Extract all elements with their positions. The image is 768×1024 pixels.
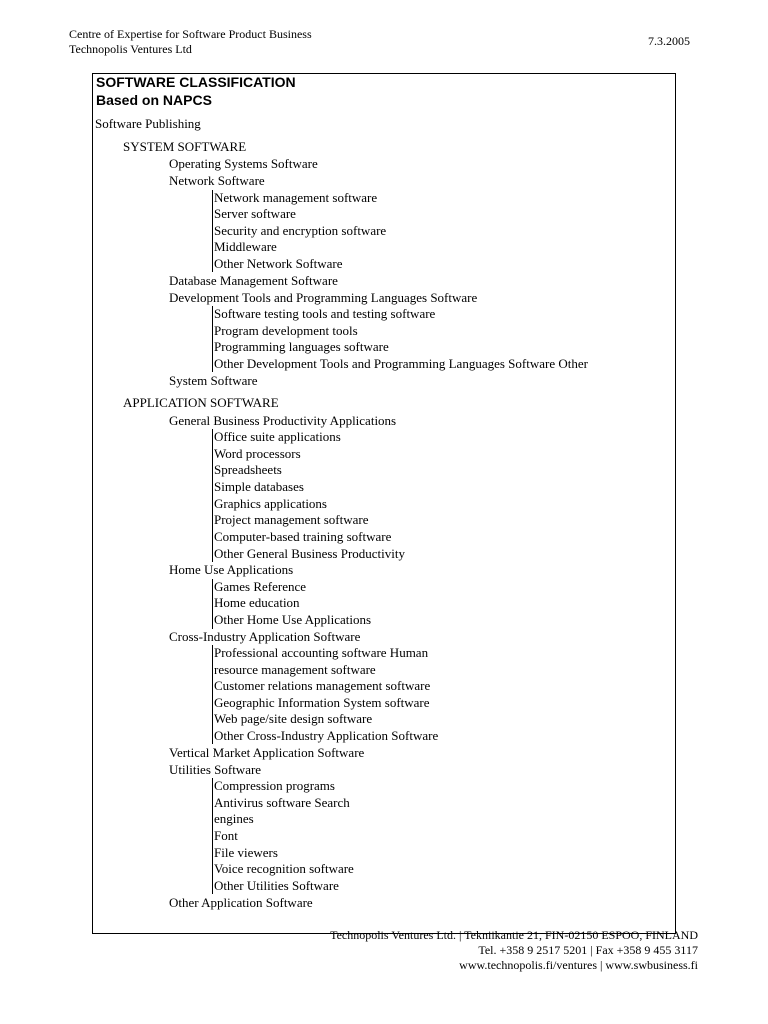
classification-item-level-3: Program development tools bbox=[214, 323, 358, 338]
classification-item-level-2: Utilities Software bbox=[169, 762, 262, 777]
header-date: 7.3.2005 bbox=[648, 34, 690, 48]
classification-item-level-1: APPLICATION SOFTWARE bbox=[123, 395, 279, 410]
classification-item-level-3: Spreadsheets bbox=[214, 462, 282, 477]
classification-item-level-2: Cross-Industry Application Software bbox=[169, 629, 361, 644]
header-org-line1: Centre of Expertise for Software Product Business bbox=[69, 27, 312, 41]
classification-item-level-2: Network Software bbox=[169, 173, 265, 188]
classification-item-level-2: Development Tools and Programming Languages Software bbox=[169, 290, 478, 305]
footer-address: Technopolis Ventures Ltd. | Tekniikantie 21, FIN-02150 ESPOO, FINLAND bbox=[330, 928, 698, 942]
classification-item-level-3: Network management software bbox=[214, 190, 378, 205]
group-bracket bbox=[212, 645, 213, 744]
page-footer bbox=[330, 928, 698, 973]
classification-item-level-3: Other Network Software bbox=[214, 256, 343, 271]
classification-item-level-3: Games Reference bbox=[214, 579, 307, 594]
page-header bbox=[69, 27, 312, 57]
classification-item-level-3: Graphics applications bbox=[214, 496, 327, 511]
classification-item-level-3: Other Home Use Applications bbox=[214, 612, 372, 627]
classification-item-level-3: Other Cross-Industry Application Software bbox=[214, 728, 439, 743]
classification-item-level-3: Project management software bbox=[214, 512, 369, 527]
header-org-line2: Technopolis Ventures Ltd bbox=[69, 42, 192, 56]
document-title: SOFTWARE CLASSIFICATION bbox=[96, 74, 296, 90]
classification-item-level-2: Operating Systems Software bbox=[169, 156, 318, 171]
classification-item-level-3: Home education bbox=[214, 595, 300, 610]
classification-item-level-3: Programming languages software bbox=[214, 339, 389, 354]
classification-item-level-3: Customer relations management software bbox=[214, 678, 431, 693]
classification-box bbox=[92, 73, 676, 934]
group-bracket bbox=[212, 579, 213, 629]
classification-item-level-3: Other Development Tools and Programming Languages Software Other bbox=[214, 356, 588, 371]
classification-item-level-1: SYSTEM SOFTWARE bbox=[123, 139, 247, 154]
classification-item-level-2: Other Application Software bbox=[169, 895, 313, 910]
classification-item-level-3: resource management software bbox=[214, 662, 376, 677]
classification-item-level-0: Software Publishing bbox=[95, 116, 201, 131]
classification-item-level-3: Security and encryption software bbox=[214, 223, 387, 238]
classification-item-level-2: System Software bbox=[169, 373, 258, 388]
classification-item-level-3: Word processors bbox=[214, 446, 301, 461]
classification-item-level-2: Database Management Software bbox=[169, 273, 338, 288]
group-bracket bbox=[212, 306, 213, 372]
classification-item-level-3: Font bbox=[214, 828, 238, 843]
group-bracket bbox=[212, 778, 213, 894]
classification-item-level-3: Software testing tools and testing software bbox=[214, 306, 436, 321]
classification-item-level-3: Simple databases bbox=[214, 479, 304, 494]
classification-item-level-3: File viewers bbox=[214, 845, 278, 860]
classification-item-level-3: Web page/site design software bbox=[214, 711, 373, 726]
classification-item-level-3: Server software bbox=[214, 206, 296, 221]
classification-item-level-3: Compression programs bbox=[214, 778, 335, 793]
classification-item-level-3: engines bbox=[214, 811, 254, 826]
footer-web: www.technopolis.fi/ventures | www.swbusiness.fi bbox=[459, 958, 698, 972]
classification-item-level-3: Middleware bbox=[214, 239, 277, 254]
classification-item-level-3: Computer-based training software bbox=[214, 529, 392, 544]
classification-item-level-2: Home Use Applications bbox=[169, 562, 294, 577]
classification-item-level-2: Vertical Market Application Software bbox=[169, 745, 365, 760]
classification-item-level-3: Antivirus software Search bbox=[214, 795, 350, 810]
classification-item-level-3: Office suite applications bbox=[214, 429, 341, 444]
classification-item-level-3: Voice recognition software bbox=[214, 861, 354, 876]
classification-item-level-3: Other Utilities Software bbox=[214, 878, 339, 893]
classification-item-level-3: Other General Business Productivity bbox=[214, 546, 405, 561]
footer-phone: Tel. +358 9 2517 5201 | Fax +358 9 455 3117 bbox=[478, 943, 698, 957]
group-bracket bbox=[212, 429, 213, 562]
document-subtitle: Based on NAPCS bbox=[96, 92, 212, 108]
classification-item-level-3: Geographic Information System software bbox=[214, 695, 430, 710]
classification-item-level-2: General Business Productivity Applications bbox=[169, 413, 397, 428]
group-bracket bbox=[212, 190, 213, 272]
classification-item-level-3: Professional accounting software Human bbox=[214, 645, 429, 660]
